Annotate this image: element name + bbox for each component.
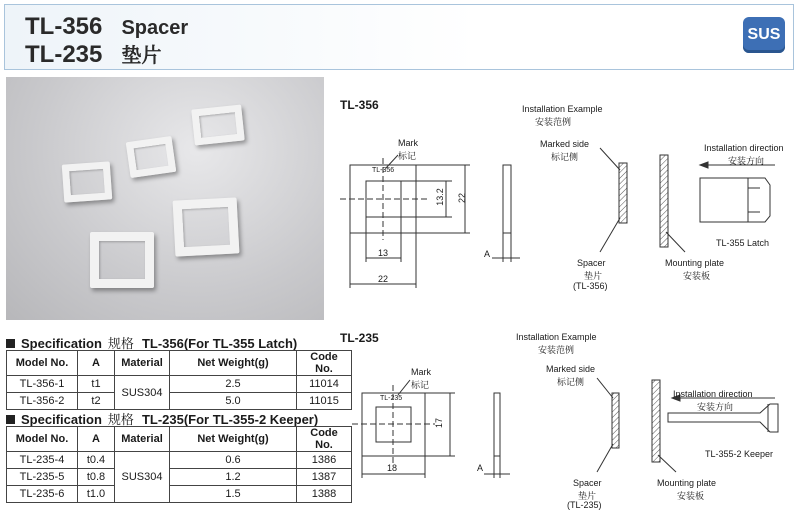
col-weight: Net Weight(g) [170,427,297,452]
cell-a: t1.0 [78,486,115,503]
leader-line [597,444,613,472]
spacer-section [619,163,627,223]
mark-label: Mark [411,367,431,377]
header-name-cn: 垫片 [121,45,162,67]
dim-height: 17 [434,417,445,429]
install-direction-label-cn: 安装方向 [697,402,734,412]
mounting-plate-label-cn: 安装板 [683,271,711,281]
dim-thickness: A [477,463,484,473]
install-direction-label-cn: 安装方向 [728,156,765,166]
mounting-plate-label: Mounting plate [665,258,725,268]
product-label: TL-355 Latch [716,238,770,248]
dim-width: 18 [387,463,398,473]
dim-outer-height: 22 [457,192,468,204]
spacer-label: Spacer [577,258,606,268]
dim-thickness: A [484,249,491,259]
cell-weight: 0.6 [170,452,297,469]
marked-side-label: Marked side [546,364,596,374]
cell-material: SUS304 [115,452,170,503]
cell-a: t0.8 [78,469,115,486]
install-direction-label: Installation direction [704,143,784,153]
col-material: Material [115,351,170,376]
spacer-label-cn: 垫片 [584,271,603,281]
cell-a: t0.4 [78,452,115,469]
spec-title: TL-356(For TL-355 Latch) [141,336,298,351]
cell-model: TL-235-5 [7,469,78,486]
cell-a: t1 [78,376,115,393]
leader-line [597,378,613,398]
cell-code: 1388 [297,486,352,503]
spacer-ref: (TL-235) [567,500,602,510]
mounting-plate-label-cn: 安装板 [677,491,705,501]
cell-weight: 2.5 [170,376,297,393]
part-mark-text: TL-235 [380,395,403,402]
cell-weight: 1.5 [170,486,297,503]
cell-code: 1387 [297,469,352,486]
cell-weight: 1.2 [170,469,297,486]
spec-label-cn: 规格 [107,336,134,351]
mark-label-cn: 标记 [411,380,430,390]
leader-line [658,455,676,472]
col-model: Model No. [7,427,78,452]
product-label: TL-355-2 Keeper [705,449,774,459]
arrow-head-icon [700,162,708,168]
mounting-plate-section [652,380,660,462]
part-mark-text: TL-356 [372,167,395,174]
spacer-ref: (TL-356) [573,281,608,291]
mounting-plate-label: Mounting plate [657,478,717,488]
install-direction-label: Installation direction [673,389,753,399]
sus-badge: SUS [743,17,785,53]
dim-inner-height: 13.2 [434,188,445,206]
header-name-spacer: Spacer [121,17,189,39]
install-example-label-cn: 安装范例 [538,345,575,355]
cell-code: 11015 [297,393,352,410]
cell-material: SUS304 [115,376,170,410]
latch-body [700,178,770,222]
header-model-tl356: TL-356 [25,13,103,40]
cell-code: 1386 [297,452,352,469]
spacer-label: Spacer [573,478,602,488]
mark-label-cn: 标记 [398,151,417,161]
tl356-side-view [503,165,511,233]
cell-model: TL-235-6 [7,486,78,503]
col-a: A [78,351,115,376]
install-example-label: Installation Example [522,104,603,114]
col-code: Code No. [297,427,352,452]
cell-weight: 5.0 [170,393,297,410]
cell-code: 11014 [297,376,352,393]
marked-side-label-cn: 标记侧 [551,152,579,162]
spec-label: Specification [21,412,102,427]
dim-inner-width: 13 [378,248,389,258]
cell-model: TL-356-2 [7,393,78,410]
marked-side-label: Marked side [540,139,590,149]
col-code: Code No. [297,351,352,376]
col-material: Material [115,427,170,452]
drawing-title-tl235: TL-235 [340,331,379,345]
drawing-title-tl356: TL-356 [340,98,379,112]
install-example-label-cn: 安装范例 [535,117,572,127]
spacer-label-cn: 垫片 [578,491,597,501]
marked-side-label-cn: 标记侧 [557,377,585,387]
header-model-tl235: TL-235 [25,41,103,68]
leader-line [600,148,620,170]
cell-model: TL-235-4 [7,452,78,469]
tl235-side-view [494,393,500,456]
spec-label: Specification [21,336,102,351]
col-weight: Net Weight(g) [170,351,297,376]
col-model: Model No. [7,351,78,376]
spec-title: TL-235(For TL-355-2 Keeper) [141,412,319,427]
spec-label-cn: 规格 [107,412,134,427]
mark-label: Mark [398,138,418,148]
leader-line [666,232,685,252]
dim-outer-width: 22 [378,274,389,284]
spacer-section [612,393,619,448]
col-a: A [78,427,115,452]
leader-line [600,218,620,252]
cell-a: t2 [78,393,115,410]
cell-model: TL-356-1 [7,376,78,393]
install-example-label: Installation Example [516,332,597,342]
